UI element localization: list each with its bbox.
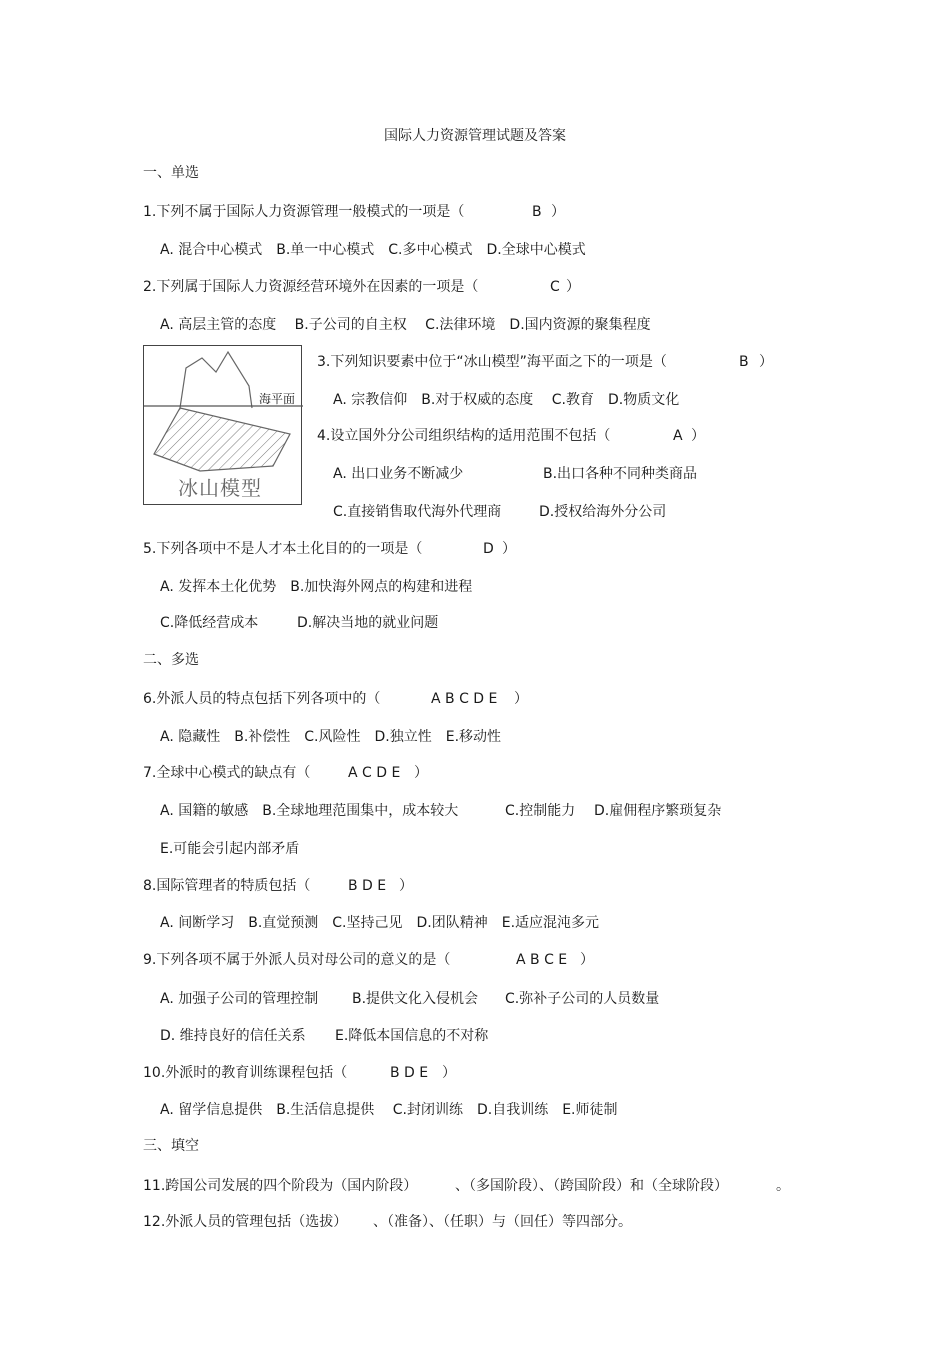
q4-option-a: A. 出口业务不断减少: [333, 466, 464, 482]
q3-answer: B: [739, 354, 749, 370]
q12-part2: 、（准备）、（任职）与（回任）等四部分。: [373, 1214, 632, 1230]
q9-option-d: D. 维持良好的信任关系: [160, 1028, 306, 1044]
q7-stem: 7.全球中心模式的缺点有（: [143, 765, 311, 781]
q10-close: ）: [442, 1065, 456, 1081]
section-single: 一、单选: [143, 165, 199, 181]
q12-part1: 12.外派人员的管理包括（选拔）: [143, 1214, 348, 1230]
q6-options: A. 隐藏性 B.补偿性 C.风险性 D.独立性 E.移动性: [160, 729, 502, 745]
q10-answer: B D E: [390, 1065, 429, 1081]
q7-option-c: C.控制能力: [505, 803, 576, 819]
section-fill: 三、填空: [143, 1138, 199, 1154]
section-multi: 二、多选: [143, 652, 199, 668]
q4-option-c: C.直接销售取代海外代理商: [333, 504, 502, 520]
q9-close: ）: [580, 952, 594, 968]
q3-close: ）: [759, 354, 773, 370]
q5-options-ab: A. 发挥本土化优势 B.加快海外网点的构建和进程: [160, 579, 473, 595]
q7-option-e: E.可能会引起内部矛盾: [160, 841, 300, 857]
q7-options-ab: A. 国籍的敏感 B.全球地理范围集中，成本较大: [160, 803, 459, 819]
q7-option-d: D.雇佣程序繁琐复杂: [594, 803, 722, 819]
q2-stem: 2.下列属于国际人力资源经营环境外在因素的一项是（: [143, 279, 479, 295]
q9-option-e: E.降低本国信息的不对称: [335, 1028, 489, 1044]
q2-close: ）: [566, 279, 580, 295]
q3-stem: 3.下列知识要素中位于“冰山模型”海平面之下的一项是（: [317, 354, 667, 370]
q8-close: ）: [399, 878, 413, 894]
q1-close: ）: [551, 204, 565, 220]
q9-option-a: A. 加强子公司的管理控制: [160, 991, 319, 1007]
q4-answer: A: [673, 428, 683, 444]
q9-option-b: B.提供文化入侵机会: [352, 991, 479, 1007]
q6-close: ）: [514, 691, 528, 707]
q9-option-c: C.弥补子公司的人员数量: [505, 991, 660, 1007]
q4-option-d: D.授权给海外分公司: [539, 504, 667, 520]
q7-answer: A C D E: [348, 765, 401, 781]
q11-part3: 。: [776, 1178, 790, 1194]
q4-stem: 4.设立国外分公司组织结构的适用范围不包括（: [317, 428, 611, 444]
q6-stem: 6.外派人员的特点包括下列各项中的（: [143, 691, 381, 707]
q2-answer: C: [550, 279, 560, 295]
page-title: 国际人力资源管理试题及答案: [384, 128, 566, 144]
q4-close: ）: [691, 428, 705, 444]
q9-answer: A B C E: [516, 952, 568, 968]
q8-stem: 8.国际管理者的特质包括（: [143, 878, 311, 894]
iceberg-caption: 冰山模型: [178, 476, 262, 500]
q1-answer: B: [532, 204, 542, 220]
q5-option-c: C.降低经营成本: [160, 615, 259, 631]
q5-stem: 5.下列各项中不是人才本土化目的的一项是（: [143, 541, 423, 557]
q7-close: ）: [414, 765, 428, 781]
q9-stem: 9.下列各项不属于外派人员对母公司的意义的是（: [143, 952, 451, 968]
sea-level-label: 海平面: [259, 392, 296, 406]
q6-answer: A B C D E: [431, 691, 498, 707]
q5-answer: D: [483, 541, 494, 557]
q8-options: A. 间断学习 B.直觉预测 C.坚持己见 D.团队精神 E.适应混沌多元: [160, 915, 600, 931]
q10-stem: 10.外派时的教育训练课程包括（: [143, 1065, 348, 1081]
q3-options: A. 宗教信仰 B.对于权威的态度 C.教育 D.物质文化: [333, 392, 680, 408]
q5-option-d: D.解决当地的就业问题: [297, 615, 439, 631]
q1-options: A. 混合中心模式 B.单一中心模式 C.多中心模式 D.全球中心模式: [160, 242, 586, 258]
q10-options: A. 留学信息提供 B.生活信息提供 C.封闭训练 D.自我训练 E.师徒制: [160, 1102, 618, 1118]
q4-option-b: B.出口各种不同种类商品: [543, 466, 698, 482]
q5-close: ）: [502, 541, 516, 557]
iceberg-figure: [143, 345, 302, 505]
q2-options: A. 高层主管的态度 B.子公司的自主权 C.法律环境 D.国内资源的聚集程度: [160, 317, 651, 333]
q1-stem: 1.下列不属于国际人力资源管理一般模式的一项是（: [143, 204, 465, 220]
q8-answer: B D E: [348, 878, 387, 894]
q11-part1: 11.跨国公司发展的四个阶段为（国内阶段）: [143, 1178, 418, 1194]
q11-part2: 、（多国阶段）、（跨国阶段）和（全球阶段）: [455, 1178, 728, 1194]
